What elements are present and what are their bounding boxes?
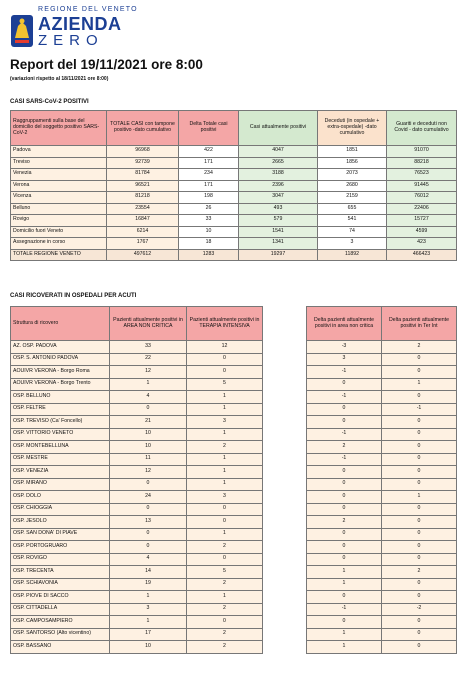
terapia-intensiva-cell: 2 xyxy=(187,603,263,616)
delta-ter-int-cell: 0 xyxy=(382,503,457,516)
delta-area-non-critica-cell: 2 xyxy=(307,516,382,529)
table-row xyxy=(307,491,457,504)
area-non-critica-cell: 24 xyxy=(110,491,187,504)
terapia-intensiva-cell: 1 xyxy=(187,478,263,491)
totale-casi-cell: 96968 xyxy=(107,146,179,158)
struttura-cell: OSP. CITTADELLA xyxy=(11,603,110,616)
delta-area-non-critica-cell: -1 xyxy=(307,453,382,466)
table-row xyxy=(307,553,457,566)
logo-zero-text: ZERO xyxy=(38,32,104,49)
table-row xyxy=(11,466,263,479)
table-row xyxy=(11,366,263,379)
delta-ter-int-cell: 1 xyxy=(382,491,457,504)
col-header-casi-attuali: Casi attualmente positivi xyxy=(239,111,318,146)
positive-cases-table xyxy=(10,110,457,261)
delta-area-non-critica-cell: 0 xyxy=(307,416,382,429)
delta-area-non-critica-cell: 0 xyxy=(307,553,382,566)
struttura-cell: OSP. SAN DONA' DI PIAVE xyxy=(11,528,110,541)
delta-area-non-critica-cell: 0 xyxy=(307,403,382,416)
area-non-critica-cell: 1 xyxy=(110,616,187,629)
col-header-delta-totale: Delta Totale casi positivi xyxy=(179,111,239,146)
area-non-critica-cell: 10 xyxy=(110,641,187,654)
table-row xyxy=(11,203,457,215)
struttura-cell: OSP. SCHIAVONIA xyxy=(11,578,110,591)
area-non-critica-cell: 21 xyxy=(110,416,187,429)
struttura-cell: AZ. OSP. PADOVA xyxy=(11,341,110,354)
table-row xyxy=(307,478,457,491)
terapia-intensiva-cell: 0 xyxy=(187,503,263,516)
delta-cell: 10 xyxy=(179,226,239,238)
delta-ter-int-cell: 0 xyxy=(382,453,457,466)
hospital-table xyxy=(10,306,263,654)
terapia-intensiva-cell: 12 xyxy=(187,341,263,354)
guariti-cell: 22406 xyxy=(387,203,457,215)
struttura-cell: OSP. PIOVE DI SACCO xyxy=(11,591,110,604)
guariti-cell: 88218 xyxy=(387,157,457,169)
table-row xyxy=(307,616,457,629)
col-header-area-non-critica: Pazienti attualmente positivi in AREA NON CRITICA xyxy=(110,307,187,341)
table-row xyxy=(11,603,263,616)
struttura-cell: OSP. VENEZIA xyxy=(11,466,110,479)
delta-ter-int-cell: 0 xyxy=(382,416,457,429)
area-non-critica-cell: 10 xyxy=(110,441,187,454)
table-row xyxy=(11,428,263,441)
area-non-critica-cell: 1 xyxy=(110,378,187,391)
delta-area-non-critica-cell: 1 xyxy=(307,566,382,579)
table-row xyxy=(307,591,457,604)
table-row xyxy=(307,341,457,354)
table-row xyxy=(11,215,457,227)
table-row xyxy=(307,566,457,579)
delta-ter-int-cell: 0 xyxy=(382,466,457,479)
delta-ter-int-cell: 0 xyxy=(382,641,457,654)
totale-casi-cell: 1767 xyxy=(107,238,179,250)
delta-ter-int-cell: 0 xyxy=(382,541,457,554)
casi-attuali-cell: 4047 xyxy=(239,146,318,158)
guariti-cell: 76523 xyxy=(387,169,457,181)
delta-cell: 198 xyxy=(179,192,239,204)
table-row xyxy=(11,180,457,192)
terapia-intensiva-cell: 5 xyxy=(187,378,263,391)
delta-area-non-critica-cell: -1 xyxy=(307,603,382,616)
deceduti-cell: 74 xyxy=(318,226,387,238)
guariti-cell: 91070 xyxy=(387,146,457,158)
table-row xyxy=(11,169,457,181)
delta-ter-int-cell: 0 xyxy=(382,441,457,454)
area-non-critica-cell: 0 xyxy=(110,503,187,516)
totale-casi-cell: 23554 xyxy=(107,203,179,215)
area-non-critica-cell: 12 xyxy=(110,366,187,379)
terapia-intensiva-cell: 1 xyxy=(187,453,263,466)
delta-ter-int-cell: 0 xyxy=(382,578,457,591)
struttura-cell: AOUIVR VERONA - Borgo Trento xyxy=(11,378,110,391)
delta-ter-int-cell: 0 xyxy=(382,478,457,491)
terapia-intensiva-cell: 0 xyxy=(187,553,263,566)
table-row xyxy=(11,403,263,416)
struttura-cell: OSP. MIRANO xyxy=(11,478,110,491)
table-row xyxy=(307,528,457,541)
table-row xyxy=(11,478,263,491)
deceduti-cell: 2073 xyxy=(318,169,387,181)
table-row xyxy=(11,157,457,169)
delta-area-non-critica-cell: -1 xyxy=(307,391,382,404)
table-header-row xyxy=(307,307,457,341)
table-row xyxy=(307,578,457,591)
domicilio-cell: Verona xyxy=(11,180,107,192)
struttura-cell: OSP. JESOLO xyxy=(11,516,110,529)
delta-area-non-critica-cell: -3 xyxy=(307,341,382,354)
lion-emblem-icon xyxy=(10,14,34,48)
delta-area-non-critica-cell: 0 xyxy=(307,503,382,516)
table-row xyxy=(11,146,457,158)
delta-ter-int-cell: 1 xyxy=(382,378,457,391)
struttura-cell: OSP. BELLUNO xyxy=(11,391,110,404)
total-totale-casi-cell: 497612 xyxy=(107,249,179,261)
table-row xyxy=(11,453,263,466)
delta-ter-int-cell: 0 xyxy=(382,616,457,629)
delta-ter-int-cell: -2 xyxy=(382,603,457,616)
total-casi-attuali-cell: 19297 xyxy=(239,249,318,261)
deceduti-cell: 1851 xyxy=(318,146,387,158)
col-header-delta-area-non-critica: Delta pazienti attualmente positivi in area non critica xyxy=(307,307,382,341)
area-non-critica-cell: 12 xyxy=(110,466,187,479)
terapia-intensiva-cell: 2 xyxy=(187,578,263,591)
table-row xyxy=(11,226,457,238)
delta-area-non-critica-cell: 0 xyxy=(307,378,382,391)
terapia-intensiva-cell: 3 xyxy=(187,491,263,504)
terapia-intensiva-cell: 2 xyxy=(187,441,263,454)
terapia-intensiva-cell: 0 xyxy=(187,616,263,629)
delta-ter-int-cell: 0 xyxy=(382,428,457,441)
delta-area-non-critica-cell: 1 xyxy=(307,628,382,641)
logo-azienda-text: AZIENDA xyxy=(38,14,122,34)
report-subtitle: (variazioni rispetto al 18/11/2021 ore 8:00) xyxy=(10,76,109,82)
totale-casi-cell: 6214 xyxy=(107,226,179,238)
table-row xyxy=(307,516,457,529)
total-deceduti-cell: 11892 xyxy=(318,249,387,261)
table-row xyxy=(11,192,457,204)
deceduti-cell: 2680 xyxy=(318,180,387,192)
logo-region-text: REGIONE DEL VENETO xyxy=(38,6,138,13)
struttura-cell: OSP. BASSANO xyxy=(11,641,110,654)
area-non-critica-cell: 0 xyxy=(110,403,187,416)
totale-casi-cell: 92739 xyxy=(107,157,179,169)
total-domicilio-cell: TOTALE REGIONE VENETO xyxy=(11,249,107,261)
totale-casi-cell: 81218 xyxy=(107,192,179,204)
struttura-cell: OSP. VITTORIO VENETO xyxy=(11,428,110,441)
table-row xyxy=(307,353,457,366)
table-row xyxy=(11,553,263,566)
table-row xyxy=(11,641,263,654)
struttura-cell: OSP. ROVIGO xyxy=(11,553,110,566)
table-row xyxy=(11,441,263,454)
casi-attuali-cell: 579 xyxy=(239,215,318,227)
delta-ter-int-cell: 2 xyxy=(382,341,457,354)
delta-cell: 171 xyxy=(179,157,239,169)
table-row xyxy=(11,416,263,429)
area-non-critica-cell: 4 xyxy=(110,553,187,566)
delta-ter-int-cell: 0 xyxy=(382,391,457,404)
terapia-intensiva-cell: 3 xyxy=(187,416,263,429)
guariti-cell: 4599 xyxy=(387,226,457,238)
hospital-delta-table xyxy=(306,306,457,654)
domicilio-cell: Venezia xyxy=(11,169,107,181)
table-row xyxy=(11,503,263,516)
domicilio-cell: Padova xyxy=(11,146,107,158)
delta-area-non-critica-cell: -1 xyxy=(307,428,382,441)
table-row xyxy=(307,503,457,516)
area-non-critica-cell: 0 xyxy=(110,478,187,491)
col-header-guariti: Guariti e deceduti non Covid - dato cumulativo xyxy=(387,111,457,146)
struttura-cell: OSP. S. ANTONIO PADOVA xyxy=(11,353,110,366)
delta-cell: 33 xyxy=(179,215,239,227)
table-row xyxy=(307,628,457,641)
struttura-cell: OSP. MONTEBELLUNA xyxy=(11,441,110,454)
domicilio-cell: Rovigo xyxy=(11,215,107,227)
casi-attuali-cell: 2396 xyxy=(239,180,318,192)
col-header-terapia-intensiva: Pazienti attualmente positivi in TERAPIA INTENSIVA xyxy=(187,307,263,341)
delta-cell: 422 xyxy=(179,146,239,158)
delta-area-non-critica-cell: 0 xyxy=(307,616,382,629)
struttura-cell: AOUIVR VERONA - Borgo Roma xyxy=(11,366,110,379)
table-row xyxy=(11,353,263,366)
area-non-critica-cell: 11 xyxy=(110,453,187,466)
table-row xyxy=(307,391,457,404)
deceduti-cell: 3 xyxy=(318,238,387,250)
delta-area-non-critica-cell: 0 xyxy=(307,541,382,554)
struttura-cell: OSP. PORTOGRUARO xyxy=(11,541,110,554)
terapia-intensiva-cell: 2 xyxy=(187,641,263,654)
struttura-cell: OSP. MESTRE xyxy=(11,453,110,466)
terapia-intensiva-cell: 1 xyxy=(187,403,263,416)
terapia-intensiva-cell: 5 xyxy=(187,566,263,579)
terapia-intensiva-cell: 2 xyxy=(187,541,263,554)
delta-area-non-critica-cell: 0 xyxy=(307,491,382,504)
table-row xyxy=(11,616,263,629)
table-row xyxy=(11,378,263,391)
delta-cell: 234 xyxy=(179,169,239,181)
table-row xyxy=(11,578,263,591)
guariti-cell: 15727 xyxy=(387,215,457,227)
domicilio-cell: Belluno xyxy=(11,203,107,215)
terapia-intensiva-cell: 1 xyxy=(187,466,263,479)
table-header-row xyxy=(11,307,263,341)
delta-area-non-critica-cell: 3 xyxy=(307,353,382,366)
totale-casi-cell: 81784 xyxy=(107,169,179,181)
terapia-intensiva-cell: 0 xyxy=(187,366,263,379)
struttura-cell: OSP. TREVISO (Ca' Foncello) xyxy=(11,416,110,429)
deceduti-cell: 2159 xyxy=(318,192,387,204)
struttura-cell: OSP. FELTRE xyxy=(11,403,110,416)
table-row xyxy=(11,238,457,250)
delta-ter-int-cell: -1 xyxy=(382,403,457,416)
total-row xyxy=(11,249,457,261)
terapia-intensiva-cell: 1 xyxy=(187,591,263,604)
area-non-critica-cell: 19 xyxy=(110,578,187,591)
table-row xyxy=(11,528,263,541)
delta-area-non-critica-cell: 0 xyxy=(307,478,382,491)
struttura-cell: OSP. SANTORSO (Alto vicentino) xyxy=(11,628,110,641)
guariti-cell: 423 xyxy=(387,238,457,250)
deceduti-cell: 1856 xyxy=(318,157,387,169)
domicilio-cell: Treviso xyxy=(11,157,107,169)
table-row xyxy=(307,603,457,616)
total-guariti-cell: 466423 xyxy=(387,249,457,261)
section-positive-cases-title: CASI SARS-CoV-2 POSITIVI xyxy=(10,99,89,105)
domicilio-cell: Domicilio fuori Veneto xyxy=(11,226,107,238)
casi-attuali-cell: 1341 xyxy=(239,238,318,250)
col-header-delta-ter-int: Delta pazienti attualmente positivi in Ter Int xyxy=(382,307,457,341)
terapia-intensiva-cell: 0 xyxy=(187,516,263,529)
table-row xyxy=(11,341,263,354)
struttura-cell: OSP. DOLO xyxy=(11,491,110,504)
total-delta-cell: 1283 xyxy=(179,249,239,261)
delta-area-non-critica-cell: 2 xyxy=(307,441,382,454)
table-row xyxy=(11,516,263,529)
delta-ter-int-cell: 0 xyxy=(382,628,457,641)
area-non-critica-cell: 1 xyxy=(110,591,187,604)
area-non-critica-cell: 4 xyxy=(110,391,187,404)
domicilio-cell: Vicenza xyxy=(11,192,107,204)
delta-cell: 26 xyxy=(179,203,239,215)
delta-cell: 18 xyxy=(179,238,239,250)
casi-attuali-cell: 493 xyxy=(239,203,318,215)
area-non-critica-cell: 10 xyxy=(110,428,187,441)
table-row xyxy=(307,378,457,391)
delta-area-non-critica-cell: 0 xyxy=(307,591,382,604)
casi-attuali-cell: 1541 xyxy=(239,226,318,238)
struttura-cell: OSP. CHIOGGIA xyxy=(11,503,110,516)
col-header-domicilio: Raggruppamenti sulla base del domicilio del soggetto positivo SARS-CoV-2 xyxy=(11,111,107,146)
area-non-critica-cell: 17 xyxy=(110,628,187,641)
delta-cell: 171 xyxy=(179,180,239,192)
table-row xyxy=(307,441,457,454)
delta-ter-int-cell: 0 xyxy=(382,528,457,541)
area-non-critica-cell: 0 xyxy=(110,541,187,554)
delta-ter-int-cell: 0 xyxy=(382,516,457,529)
struttura-cell: OSP. TRECENTA xyxy=(11,566,110,579)
delta-area-non-critica-cell: 0 xyxy=(307,466,382,479)
table-row xyxy=(11,391,263,404)
delta-ter-int-cell: 0 xyxy=(382,553,457,566)
domicilio-cell: Assegnazione in corso xyxy=(11,238,107,250)
terapia-intensiva-cell: 1 xyxy=(187,528,263,541)
terapia-intensiva-cell: 2 xyxy=(187,628,263,641)
delta-area-non-critica-cell: -1 xyxy=(307,366,382,379)
report-title: Report del 19/11/2021 ore 8:00 xyxy=(10,57,203,72)
table-row xyxy=(11,491,263,504)
delta-ter-int-cell: 0 xyxy=(382,591,457,604)
table-row xyxy=(307,541,457,554)
struttura-cell: OSP. CAMPOSAMPIERO xyxy=(11,616,110,629)
guariti-cell: 76012 xyxy=(387,192,457,204)
totale-casi-cell: 96521 xyxy=(107,180,179,192)
guariti-cell: 91445 xyxy=(387,180,457,192)
table-row xyxy=(11,541,263,554)
totale-casi-cell: 16847 xyxy=(107,215,179,227)
terapia-intensiva-cell: 1 xyxy=(187,428,263,441)
table-row xyxy=(11,628,263,641)
area-non-critica-cell: 3 xyxy=(110,603,187,616)
delta-area-non-critica-cell: 1 xyxy=(307,641,382,654)
table-row xyxy=(307,416,457,429)
table-row xyxy=(307,403,457,416)
table-row xyxy=(11,591,263,604)
area-non-critica-cell: 33 xyxy=(110,341,187,354)
terapia-intensiva-cell: 0 xyxy=(187,353,263,366)
delta-ter-int-cell: 2 xyxy=(382,566,457,579)
area-non-critica-cell: 14 xyxy=(110,566,187,579)
deceduti-cell: 655 xyxy=(318,203,387,215)
area-non-critica-cell: 0 xyxy=(110,528,187,541)
col-header-totale-casi: TOTALE CASI con tampone positivo -dato cumulativo xyxy=(107,111,179,146)
terapia-intensiva-cell: 1 xyxy=(187,391,263,404)
casi-attuali-cell: 2665 xyxy=(239,157,318,169)
table-row xyxy=(307,641,457,654)
deceduti-cell: 541 xyxy=(318,215,387,227)
table-row xyxy=(307,466,457,479)
casi-attuali-cell: 3188 xyxy=(239,169,318,181)
delta-area-non-critica-cell: 1 xyxy=(307,578,382,591)
table-row xyxy=(307,453,457,466)
table-header-row xyxy=(11,111,457,146)
casi-attuali-cell: 3047 xyxy=(239,192,318,204)
azienda-zero-logo xyxy=(10,6,140,52)
delta-ter-int-cell: 0 xyxy=(382,366,457,379)
area-non-critica-cell: 13 xyxy=(110,516,187,529)
area-non-critica-cell: 22 xyxy=(110,353,187,366)
section-hospitalized-title: CASI RICOVERATI IN OSPEDALI PER ACUTI xyxy=(10,293,137,299)
table-row xyxy=(307,428,457,441)
col-header-deceduti: Deceduti (in ospedale + extra-ospedale) -dato cumulativo xyxy=(318,111,387,146)
delta-ter-int-cell: 0 xyxy=(382,353,457,366)
table-row xyxy=(307,366,457,379)
table-row xyxy=(11,566,263,579)
col-header-struttura: Struttura di ricovero xyxy=(11,307,110,341)
delta-area-non-critica-cell: 0 xyxy=(307,528,382,541)
